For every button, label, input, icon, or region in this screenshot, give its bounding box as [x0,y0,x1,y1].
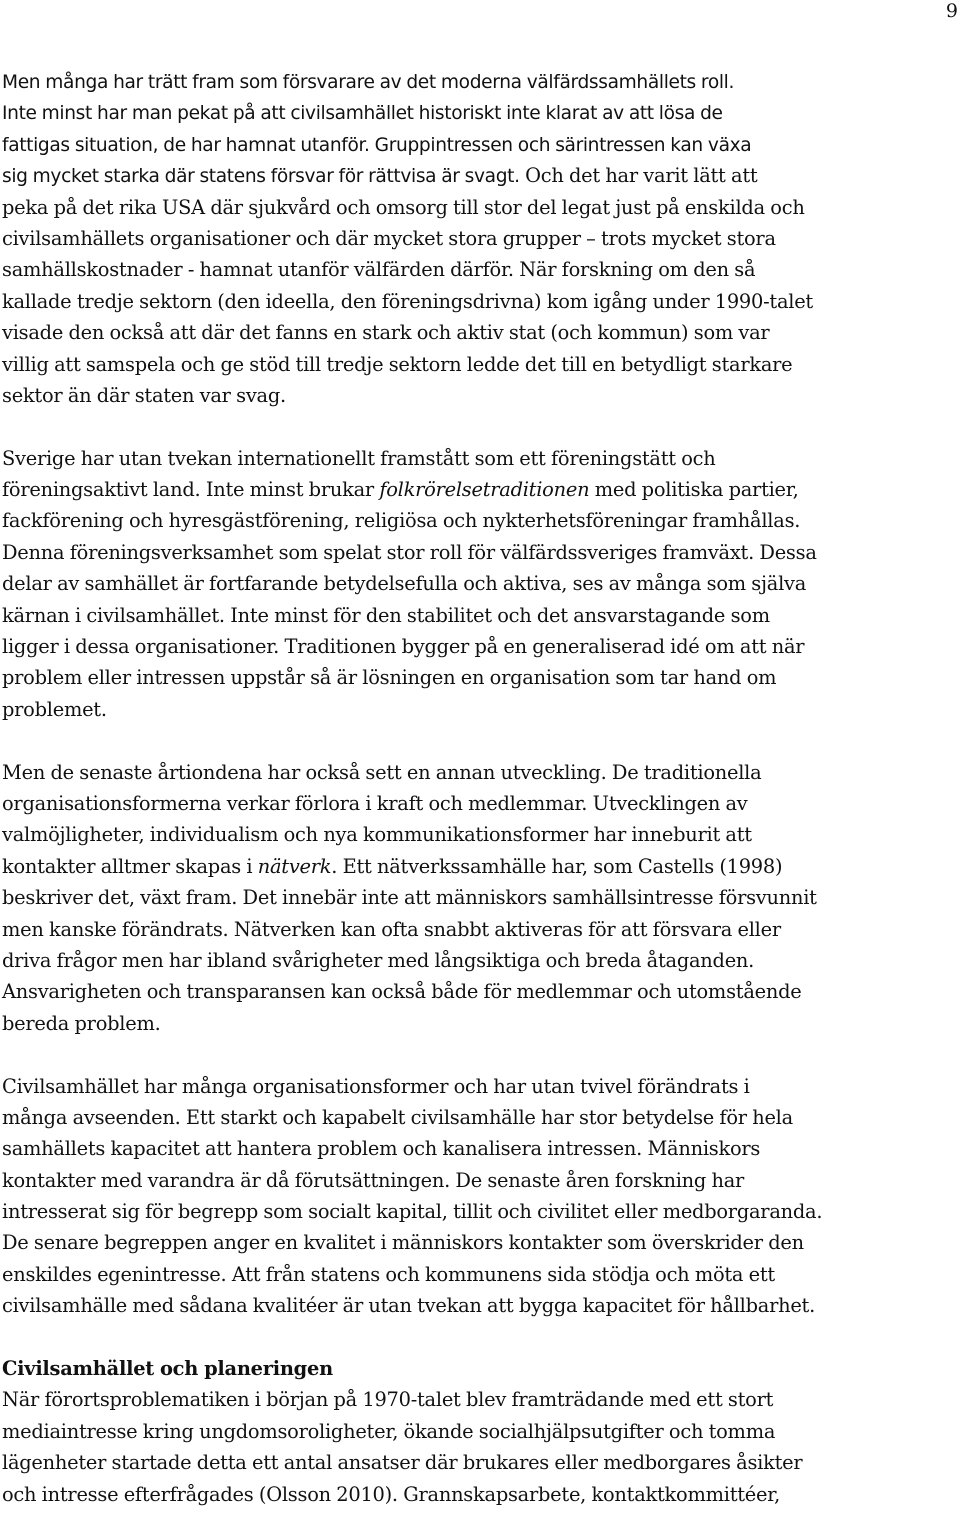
text-line [2,349,958,380]
text-segment: civilsamhälle med sådana kvalitéer är utan tvekan att bygga kapacitet för hållbarhet. [2,1294,816,1318]
text-segment: visade den också att där det fanns en stark och aktiv stat (och kommun) som var [2,321,770,345]
text-line [2,1384,958,1415]
section-heading: Civilsamhället och planeringen [2,1357,333,1381]
paragraph [2,757,958,1040]
text-line [2,537,958,568]
text-line [2,1133,958,1164]
text-segment: civilsamhällets organisationer och där mycket stora grupper – trots mycket stora [2,226,776,250]
text-line [2,1008,958,1039]
text-segment: lägenheter startade detta ett antal ansatser där brukares eller medborgares åsikter [2,1451,803,1475]
paragraph [2,1071,958,1322]
text-line [2,380,958,411]
text-line [2,694,958,725]
text-segment: organisationsformerna verkar förlora i kraft och medlemmar. Utvecklingen av [2,791,748,815]
text-segment: och intresse efterfrågades (Olsson 2010). Grannskapsarbete, kontaktkommittéer, [2,1482,781,1506]
text-segment: mediaintresse kring ungdomsoroligheter, ökande socialhjälpsutgifter och tomma [2,1419,776,1443]
text-line [2,223,958,254]
text-segment: När forskning om den så [513,258,756,282]
text-segment: Denna föreningsverksamhet som spelat stor roll för välfärdssveriges framväxt. Dessa [2,540,817,564]
text-line [2,914,958,945]
text-line [2,819,958,850]
page-number: 9 [945,0,958,22]
text-segment: Ansvarigheten och transparansen kan också både för medlemmar och utomstående [2,980,802,1004]
paragraph [2,66,958,411]
text-segment: Men många har trätt fram som försvarare av det moderna välfärdssamhällets roll. [2,72,735,93]
document-body [2,66,958,1510]
text-segment: De senare begreppen anger en kvalitet i människors kontakter som överskrider den [2,1231,804,1255]
text-line [2,1071,958,1102]
text-line [2,192,958,223]
text-line [2,976,958,1007]
text-segment: enskildes egenintresse. Att från statens och kommunens sida stödja och möta ett [2,1262,775,1286]
text-segment: problemet. [2,697,107,721]
text-line [2,1416,958,1447]
text-line [2,882,958,913]
text-line [2,474,958,505]
text-segment: Civilsamhället har många organisationsformer och har utan tvivel förändrats i [2,1074,750,1098]
text-line [2,1227,958,1258]
text-line [2,286,958,317]
text-segment: villig att samspela och ge stöd till tredje sektorn ledde det till en betydligt starkare [2,352,793,376]
text-segment: När förortsproblematiken i början på 1970-talet blev framträdande med ett stort [2,1388,774,1412]
text-line [2,631,958,662]
text-segment: Men de senaste årtiondena har också sett en annan utveckling. De traditionella [2,760,762,784]
emphasized-term: nätverk [257,854,332,878]
text-line [2,1102,958,1133]
text-line [2,1165,958,1196]
text-line [2,443,958,474]
text-segment: samhällskostnader - hamnat utanför välfärden därför. [2,258,514,282]
paragraph-spacer [2,1322,958,1353]
text-segment: bereda problem. [2,1011,161,1035]
text-segment: intresserat sig för begrepp som socialt kapital, tillit och civilitet eller medborgaranda. [2,1200,823,1224]
text-segment: men kanske förändrats. Nätverken kan ofta snabbt aktiveras för att försvara eller [2,917,781,941]
text-line [2,788,958,819]
text-segment: peka på det rika USA där sjukvård och omsorg till stor del legat just på enskilda och [2,195,805,219]
paragraph-spacer [2,1039,958,1070]
text-segment: Och det har varit lätt att [519,164,758,188]
text-segment: Inte minst har man pekat på att civilsamhället historiskt inte klarat av att lösa de [2,103,723,125]
text-segment: föreningsaktivt land. Inte minst brukar [2,478,380,502]
text-line [2,317,958,348]
emphasized-term: folkrörelsetraditionen [379,478,590,502]
text-line [2,1196,958,1227]
text-line [2,160,958,191]
text-segment: många avseenden. Ett starkt och kapabelt civilsamhälle har stor betydelse för hela [2,1105,793,1129]
text-segment: driva frågor men har ibland svårigheter med långsiktiga och breda åtaganden. [2,948,755,972]
text-segment: ligger i dessa organisationer. Traditionen bygger på en generaliserad idé om att när [2,635,805,659]
text-line [2,1259,958,1290]
text-line [2,945,958,976]
text-segment: beskriver det, växt fram. Det innebär inte att människors samhällsintresse försvunnit [2,886,817,910]
text-line [2,1290,958,1321]
paragraph-spacer [2,411,958,442]
text-segment: valmöjligheter, individualism och nya kommunikationsformer har inneburit att [2,823,752,847]
text-segment: kontakter alltmer skapas i [2,854,258,878]
text-segment: problem eller intressen uppstår så är lösningen en organisation som tar hand om [2,666,777,690]
text-line [2,97,958,128]
text-line [2,600,958,631]
text-segment: Sverige har utan tvekan internationellt framstått som ett föreningstätt och [2,446,716,470]
text-segment: . Ett nätverkssamhälle har, som Castells (1998) [331,854,783,878]
text-segment: samhällets kapacitet att hantera problem och kanalisera intressen. Människors [2,1137,761,1161]
text-segment: fattigas situation, de har hamnat utanför. Gruppintressen och särintressen kan växa [2,134,752,156]
text-line [2,568,958,599]
text-line [2,505,958,536]
text-line [2,662,958,693]
text-line [2,851,958,882]
text-segment: kallade tredje sektorn (den ideella, den föreningsdrivna) kom igång under 1990-talet [2,289,813,313]
text-segment: sektor än där staten var svag. [2,383,286,407]
text-line [2,757,958,788]
paragraph [2,1353,958,1510]
text-segment: kontakter med varandra är då förutsättningen. De senaste åren forskning har [2,1168,745,1192]
text-segment: kärnan i civilsamhället. Inte minst för den stabilitet och det ansvarstagande som [2,603,770,627]
paragraph-spacer [2,725,958,756]
text-line [2,1447,958,1478]
text-segment: fackförening och hyresgästförening, religiösa och nykterhetsföreningar framhållas. [2,509,801,533]
text-line [2,66,958,97]
text-line [2,1479,958,1510]
text-line [2,129,958,160]
text-segment: med politiska partier, [589,478,799,502]
paragraph [2,443,958,726]
text-line [2,254,958,285]
text-segment: sig mycket starka där statens försvar för rättvisa är svagt. [2,166,520,188]
text-segment: delar av samhället är fortfarande betydelsefulla och aktiva, ses av många som själva [2,572,807,596]
text-line [2,1353,958,1384]
